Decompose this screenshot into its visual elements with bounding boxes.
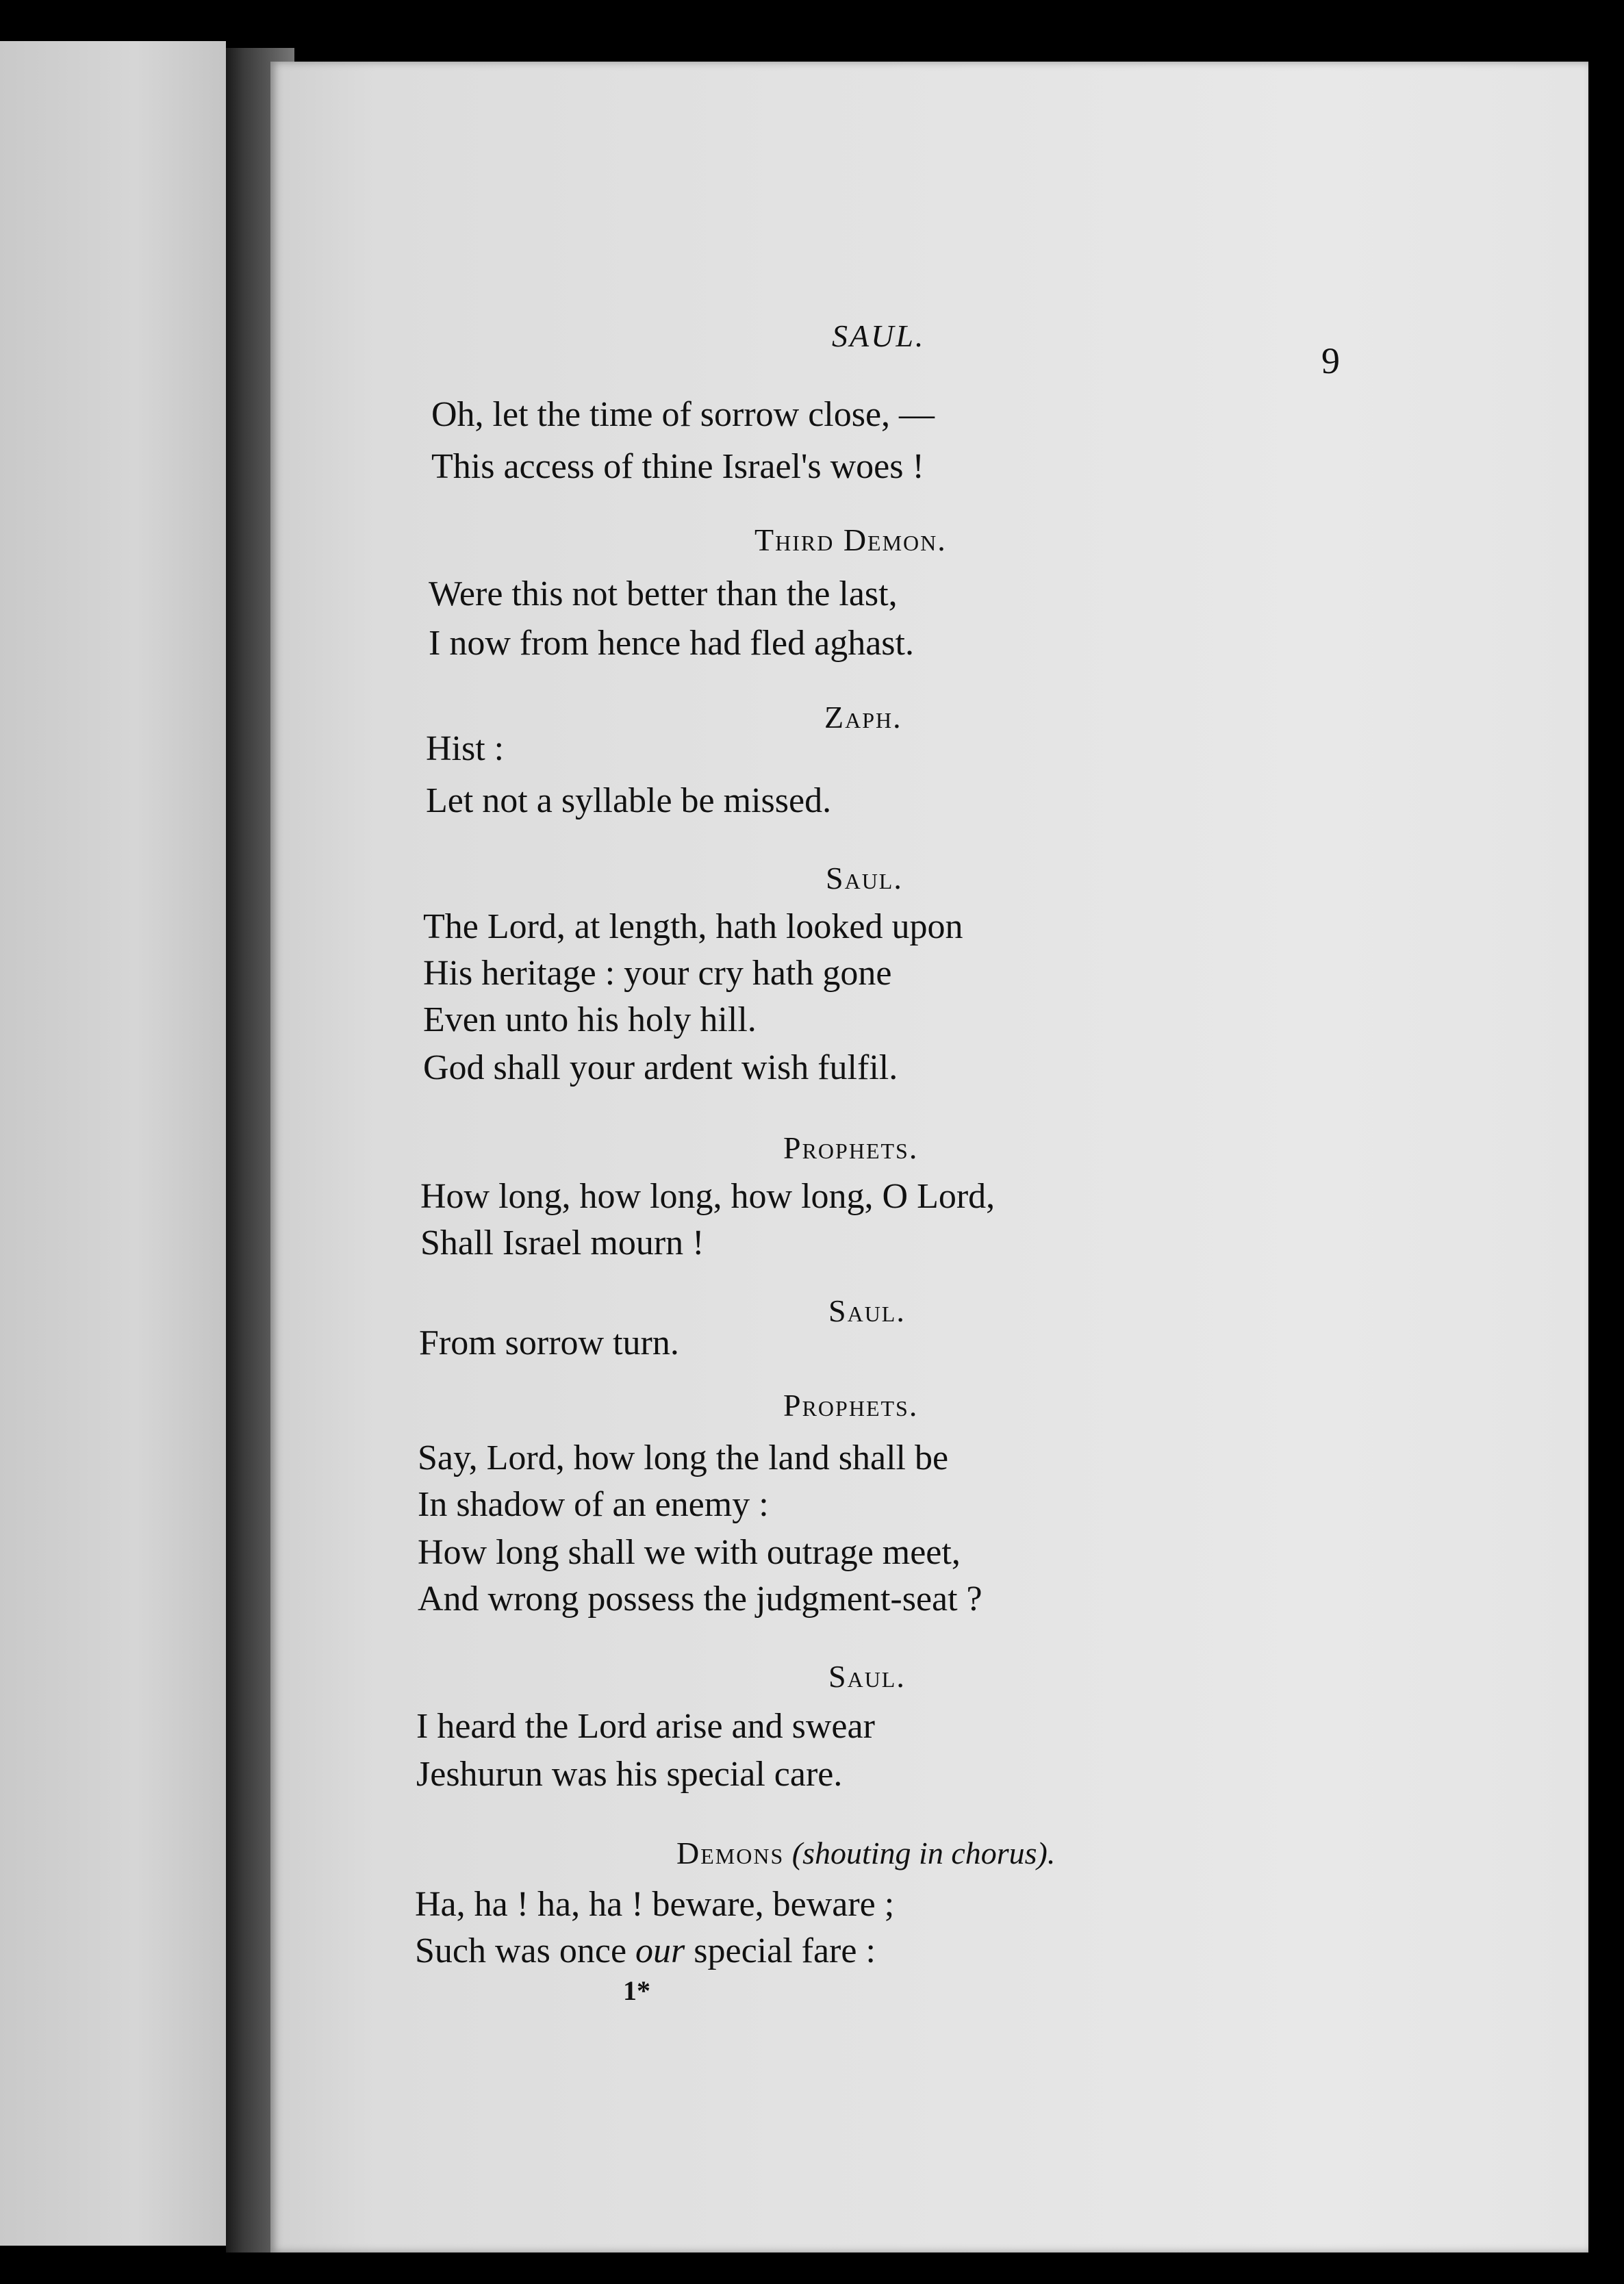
verse-line: God shall your ardent wish fulfil. [423, 1048, 898, 1087]
speaker-name: Demons [676, 1836, 785, 1870]
speaker-heading: Prophets. [783, 1130, 919, 1165]
page-number: 9 [1321, 340, 1340, 381]
verse-line: Let not a syllable be missed. [426, 781, 832, 820]
verse-line: And wrong possess the judgment-seat ? [418, 1579, 982, 1619]
right-page [270, 62, 1588, 2253]
speaker-heading: Prophets. [783, 1388, 919, 1423]
verse-line: His heritage : your cry hath gone [423, 954, 892, 993]
stage-direction: shouting in chorus [802, 1836, 1037, 1870]
verse-line: Jeshurun was his special care. [416, 1755, 843, 1794]
verse-line: I heard the Lord arise and swear [416, 1707, 875, 1746]
verse-line: Were this not better than the last, [429, 574, 898, 613]
verse-line: From sorrow turn. [419, 1323, 679, 1362]
stage-direction-open: ( [784, 1836, 803, 1870]
verse-line [415, 1933, 876, 1969]
verse-line: Even unto his holy hill. [423, 1000, 757, 1039]
speaker-heading: Saul. [828, 1293, 906, 1328]
verse-line: Ha, ha ! ha, ha ! beware, beware ; [415, 1885, 895, 1924]
left-page-edge [0, 41, 226, 2246]
verse-line: Oh, let the time of sorrow close, — [431, 395, 935, 434]
speaker-heading-with-direction [676, 1838, 1055, 1869]
speaker-heading: Zaph. [824, 700, 902, 735]
verse-line: I now from hence had fled aghast. [429, 624, 914, 663]
emphasized-word: our [635, 1931, 685, 1970]
speaker-heading: Third Demon. [754, 522, 947, 557]
verse-line: This access of thine Israel's woes ! [431, 447, 924, 486]
verse-line: Shall Israel mourn ! [420, 1223, 705, 1262]
verse-line: Hist : [426, 729, 505, 768]
signature-mark: 1* [623, 1975, 650, 2006]
running-head: SAUL. [832, 318, 926, 353]
verse-line: In shadow of an enemy : [418, 1485, 769, 1524]
stage-direction-close: ). [1037, 1836, 1056, 1870]
verse-line: Say, Lord, how long the land shall be [418, 1438, 949, 1477]
verse-text: Such was once [415, 1931, 636, 1970]
verse-line: How long, how long, how long, O Lord, [420, 1177, 995, 1216]
speaker-heading: Saul. [828, 1659, 906, 1694]
speaker-heading: Saul. [826, 861, 903, 896]
verse-line: How long shall we with outrage meet, [418, 1533, 961, 1572]
verse-line: The Lord, at length, hath looked upon [423, 907, 963, 946]
verse-text: special fare : [685, 1931, 876, 1970]
